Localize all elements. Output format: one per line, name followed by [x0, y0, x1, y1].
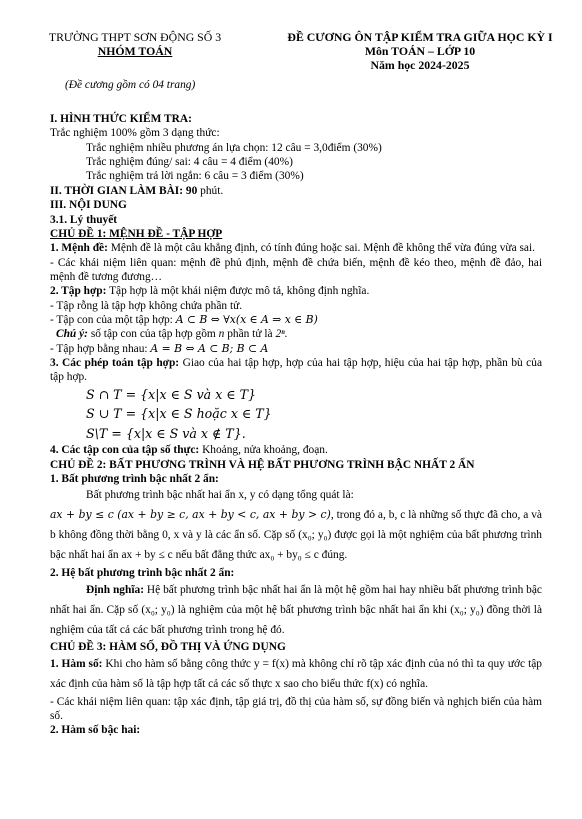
topic-2-subheading: 2. Hệ bất phương trình bậc nhất 2 ẩn: [50, 567, 235, 580]
document-body [50, 112, 542, 738]
exam-format-item: Trắc nghiệm trả lời ngắn: 6 câu = 3 điểm (30%) [86, 170, 304, 183]
paragraph-text: Khoảng, nửa khoảng, đoạn. [199, 444, 328, 457]
paragraph-text: Giao của hai tập hợp, hợp của hai tập hợp, hiệu của hai tập hợp, phần bù của tập hợp. [50, 357, 542, 384]
topic-1-paragraph: - Các khái niệm liên quan: mệnh đề phủ định, mệnh đề chứa biến, mệnh đề kéo theo, mệnh đề đảo, hai mệnh đề tương đương… [50, 256, 542, 283]
set-formula: S ∪ T = {x|x ∈ S hoặc x ∈ T} [86, 406, 272, 422]
exam-format-item: Trắc nghiệm nhiều phương án lựa chọn: 12 câu = 3,0điểm (30%) [86, 141, 382, 154]
paragraph-text: Khi cho hàm số bằng công thức y = f(x) mà không chỉ rõ tập xác định của nó thì ta quy ước tập xác định của hàm số là tập hợp tất cả các số thực x sao cho biểu thức f(x) có nghĩa. [50, 657, 542, 690]
topic-3-title: CHỦ ĐỀ 3: HÀM SỐ, ĐỒ THỊ VÀ ỨNG DỤNG [50, 641, 286, 654]
duration-unit: phút. [197, 184, 224, 197]
paragraph-text: - Tập hợp bằng nhau: [50, 342, 151, 355]
topic-2-paragraph [50, 581, 542, 641]
paragraph-label: Định nghĩa: [86, 583, 144, 596]
topic-2-title: CHỦ ĐỀ 2: BẤT PHƯƠNG TRÌNH VÀ HỆ BẤT PHƯƠNG TRÌNH BẬC NHẤT 2 ẨN [50, 458, 475, 471]
paragraph-text: phần tử là [224, 328, 276, 341]
paragraph-text: Hệ bất phương trình bậc nhất hai ẩn là một hệ gồm hai hay nhiều bất phương trình bậc nhất hai ẩn. Cặp số (x₀; y₀) là nghiệm của một hệ bất phương trình bậc nhất hai ẩn khi (x₀; y₀) đồng thời là nghiệm của tất cả các bất phương trình trong hệ đó. [50, 583, 542, 636]
section-1-heading: I. HÌNH THỨC KIỂM TRA: [50, 113, 192, 125]
header-right [265, 30, 575, 72]
paragraph-label: 1. Mệnh đề: [50, 242, 108, 255]
section-3-heading: III. NỘI DUNG [50, 199, 127, 212]
topic-2-paragraph: Bất phương trình bậc nhất hai ẩn x, y có dạng tổng quát là: [86, 489, 354, 502]
note-label: Chú ý: [56, 328, 88, 341]
topic-1-title: CHỦ ĐỀ 1: MỆNH ĐỀ - TẬP HỢP [50, 227, 223, 240]
topic-3-paragraph: - Các khái niệm liên quan: tập xác định, tập giá trị, đồ thị của hàm số, sự đồng biến và nghịch biến của hàm số. [50, 695, 542, 723]
topic-3-paragraph [50, 655, 542, 695]
set-formula: S ∩ T = {x|x ∈ S và x ∈ T} [86, 386, 257, 402]
paragraph-label: 4. Các tập con của tập số thực: [50, 444, 200, 457]
topic-1-paragraph [50, 284, 542, 298]
topic-3-subheading: 2. Hàm số bậc hai: [50, 724, 141, 737]
school-year: Năm học 2024-2025 [370, 58, 470, 72]
math-expression: ax + by ≤ c (ax + by ≥ c, ax + by < c, ax + by > c) [50, 508, 331, 522]
header-left [30, 30, 240, 58]
math-expression: A ⊂ B ⇔ ∀x(x ∈ A ⇒ x ∈ B) [175, 313, 318, 327]
topic-1-paragraph: - Tập rỗng là tập hợp không chứa phần tử. [50, 299, 243, 312]
paragraph-text: , trong đó a, b, c là những số thực đã cho, a và b không đồng thời bằng 0, x và y là các ẩn số. Cặp số (x₀; y₀) được gọi là một nghiệm của bất phương trình bậc nhất hai ẩn ax + by ≤ c nếu bất đẳng thức ax₀ + by₀ ≤ c đúng. [50, 509, 542, 562]
paragraph-text: số tập con của tập hợp gồm [87, 328, 219, 341]
paragraph-text: - Tập con của một tập hợp: [50, 314, 176, 327]
subject-line: Môn TOÁN – LỚP 10 [364, 44, 476, 58]
paragraph-label: 1. Hàm số: [50, 657, 103, 670]
exam-format-item: Trắc nghiệm đúng/ sai: 4 câu = 4 điểm (40%) [86, 156, 293, 169]
topic-2-paragraph [50, 506, 542, 566]
section-3-1-heading: 3.1. Lý thuyết [50, 213, 118, 226]
exam-duration: 90 [185, 184, 198, 197]
topic-1-paragraph [50, 241, 542, 255]
topic-2-subheading: 1. Bất phương trình bậc nhất 2 ẩn: [50, 473, 219, 486]
section-2-line [50, 184, 542, 198]
set-formula: S\T = {x|x ∈ S và x ∉ T}. [86, 425, 246, 441]
paragraph-text: Mệnh đề là một câu khẳng định, có tính đúng hoặc sai. Mệnh đề không thể vừa đúng vừa sai. [107, 242, 535, 255]
pages-note: (Đề cương gồm có 04 trang) [65, 79, 196, 91]
topic-1-paragraph [50, 356, 542, 385]
topic-1-paragraph [50, 443, 542, 457]
math-expression: n [218, 328, 225, 341]
school-name: TRƯỜNG THPT SƠN ĐỘNG SỐ 3 [48, 30, 222, 44]
section-2-heading: II. THỜI GIAN LÀM BÀI: [50, 184, 184, 197]
topic-1-paragraph [50, 313, 542, 327]
document-title: ĐỀ CƯƠNG ÔN TẬP KIỂM TRA GIỮA HỌC KỲ I [287, 30, 553, 44]
department-name: NHÓM TOÁN [97, 44, 173, 58]
section-1-intro: Trắc nghiệm 100% gồm 3 dạng thức: [50, 127, 220, 140]
topic-1-paragraph [50, 342, 542, 356]
paragraph-label: 3. Các phép toán tập hợp: [50, 357, 180, 370]
math-expression: A = B ⇔ A ⊂ B; B ⊂ A [150, 341, 269, 355]
math-expression: 2ⁿ. [275, 328, 288, 341]
paragraph-text: Tập hợp là một khái niệm được mô tả, không định nghĩa. [106, 285, 370, 298]
topic-1-note [50, 327, 542, 341]
paragraph-label: 2. Tập hợp: [50, 285, 107, 298]
